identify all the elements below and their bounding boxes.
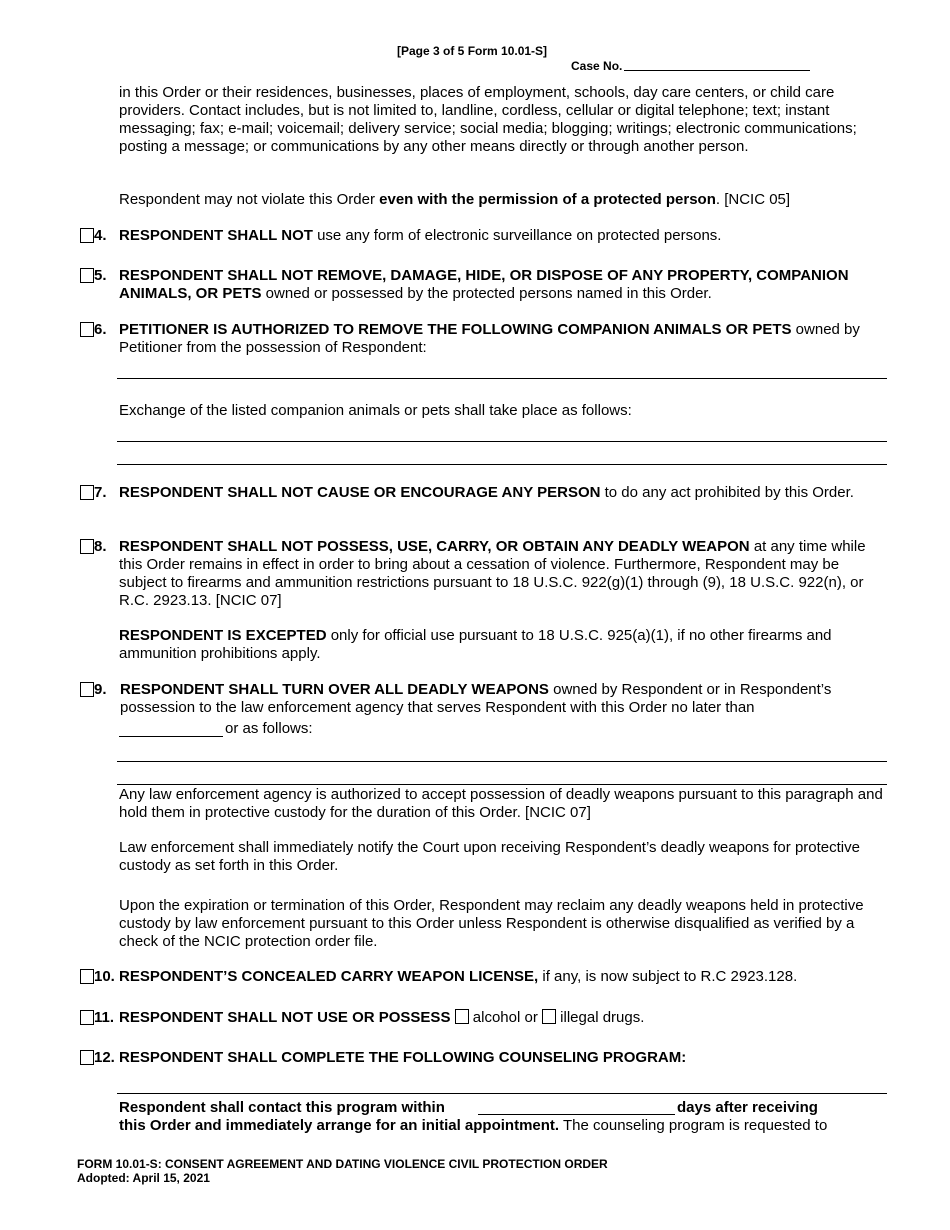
form-title-footer: FORM 10.01-S: CONSENT AGREEMENT AND DATING VIOLENCE CIVIL PROTECTION ORDER — [77, 1157, 608, 1171]
item-4-number: 4. — [94, 227, 107, 244]
turnover-date-field[interactable] — [119, 736, 223, 737]
checkbox-item-11[interactable] — [80, 1010, 94, 1025]
item-5-text: RESPONDENT SHALL NOT REMOVE, DAMAGE, HIDE, OR DISPOSE OF ANY PROPERTY, COMPANION ANIMALS, OR PETS owned or possessed by the protected persons named in this Order. — [119, 267, 849, 302]
item-8-exception: RESPONDENT IS EXCEPTED only for official use pursuant to 18 U.S.C. 925(a)(1), if no other firearms and ammunition prohibitions apply. — [119, 627, 832, 662]
item-10-number: 10. — [94, 968, 115, 985]
item-8-number: 8. — [94, 538, 107, 555]
item-9-text: RESPONDENT SHALL TURN OVER ALL DEADLY WEAPONS owned by Respondent or in Respondent’s possession to the law enforcement agency that serves Respondent with this Order no later than — [120, 681, 832, 716]
case-number-field[interactable] — [624, 70, 810, 71]
item-8-text: RESPONDENT SHALL NOT POSSESS, USE, CARRY, OR OBTAIN ANY DEADLY WEAPON at any time while this Order remains in effect in order to bring about a cessation of violence. Furthermore, Respondent may be subject to firearms and ammunition restrictions pursuant to 18 U.S.C. 922(g)(1) through (9), 18 U.S.C. 922(n), or R.C. 2923.13. [NCIC 07] — [119, 538, 866, 609]
permission-paragraph: Respondent may not violate this Order even with the permission of a protected person. [NCIC 05] — [119, 191, 791, 208]
case-number-label: Case No. — [571, 59, 623, 73]
item-5-number: 5. — [94, 267, 107, 284]
turnover-line-2[interactable] — [117, 784, 887, 785]
item-11-text: RESPONDENT SHALL NOT USE OR POSSESS alcohol or illegal drugs. — [119, 1009, 645, 1026]
counseling-program-line[interactable] — [117, 1093, 887, 1094]
checkbox-item-6[interactable] — [80, 322, 94, 337]
checkbox-item-9[interactable] — [80, 682, 94, 697]
checkbox-item-7[interactable] — [80, 485, 94, 500]
item-9-paragraph-1: Any law enforcement agency is authorized to accept possession of deadly weapons pursuant to this paragraph and hold them in protective custody for the duration of this Order. [NCIC 07] — [119, 786, 883, 821]
item-7-text: RESPONDENT SHALL NOT CAUSE OR ENCOURAGE ANY PERSON to do any act prohibited by this Order. — [119, 484, 854, 501]
item-12-text: RESPONDENT SHALL COMPLETE THE FOLLOWING COUNSELING PROGRAM: — [119, 1049, 687, 1066]
alcohol-checkbox[interactable] — [455, 1009, 469, 1024]
item-10-text: RESPONDENT’S CONCEALED CARRY WEAPON LICENSE, if any, is now subject to R.C 2923.128. — [119, 968, 798, 985]
contact-definition-text: in this Order or their residences, businesses, places of employment, schools, day care centers, or child care providers. Contact includes, but is not limited to, landline, cordless, cellular or digital telephone; text; instant messaging; fax; e-mail; voicemail; delivery service; social media; blogging; writings; electronic communications; posting a message; or communications by any other means directly or through another person. — [119, 84, 857, 155]
item-9-number: 9. — [94, 681, 107, 698]
or-as-follows-text: or as follows: — [225, 720, 313, 737]
item-7-number: 7. — [94, 484, 107, 501]
checkbox-item-10[interactable] — [80, 969, 94, 984]
days-after-text: days after receiving — [677, 1099, 818, 1116]
adopted-date-footer: Adopted: April 15, 2021 — [77, 1171, 210, 1185]
item-6-text: PETITIONER IS AUTHORIZED TO REMOVE THE FOLLOWING COMPANION ANIMALS OR PETS owned by Petitioner from the possession of Respondent: — [119, 321, 860, 356]
exchange-line-1[interactable] — [117, 441, 887, 442]
item-4-text: RESPONDENT SHALL NOT use any form of electronic surveillance on protected persons. — [119, 227, 722, 244]
checkbox-item-12[interactable] — [80, 1050, 94, 1065]
exchange-line-2[interactable] — [117, 464, 887, 465]
item-11-number: 11. — [94, 1009, 115, 1026]
checkbox-item-8[interactable] — [80, 539, 94, 554]
item-12-number: 12. — [94, 1049, 115, 1066]
item-9-paragraph-3: Upon the expiration or termination of this Order, Respondent may reclaim any deadly weapons held in protective custody by law enforcement pursuant to this Order unless Respondent is otherwise disqualified as verified by a check of the NCIC protection order file. — [119, 897, 864, 950]
turnover-line-1[interactable] — [117, 761, 887, 762]
appointment-text: this Order and immediately arrange for an initial appointment. The counseling program is requested to — [119, 1117, 828, 1134]
checkbox-item-4[interactable] — [80, 228, 94, 243]
exchange-text: Exchange of the listed companion animals or pets shall take place as follows: — [119, 402, 632, 419]
days-field[interactable] — [478, 1114, 675, 1115]
checkbox-item-5[interactable] — [80, 268, 94, 283]
contact-within-text: Respondent shall contact this program within — [119, 1099, 445, 1116]
pets-list-line[interactable] — [117, 378, 887, 379]
item-6-number: 6. — [94, 321, 107, 338]
item-9-paragraph-2: Law enforcement shall immediately notify the Court upon receiving Respondent’s deadly weapons for protective custody as set forth in this Order. — [119, 839, 860, 874]
page-label: [Page 3 of 5 Form 10.01-S] — [397, 44, 548, 58]
illegal-drugs-checkbox[interactable] — [542, 1009, 556, 1024]
